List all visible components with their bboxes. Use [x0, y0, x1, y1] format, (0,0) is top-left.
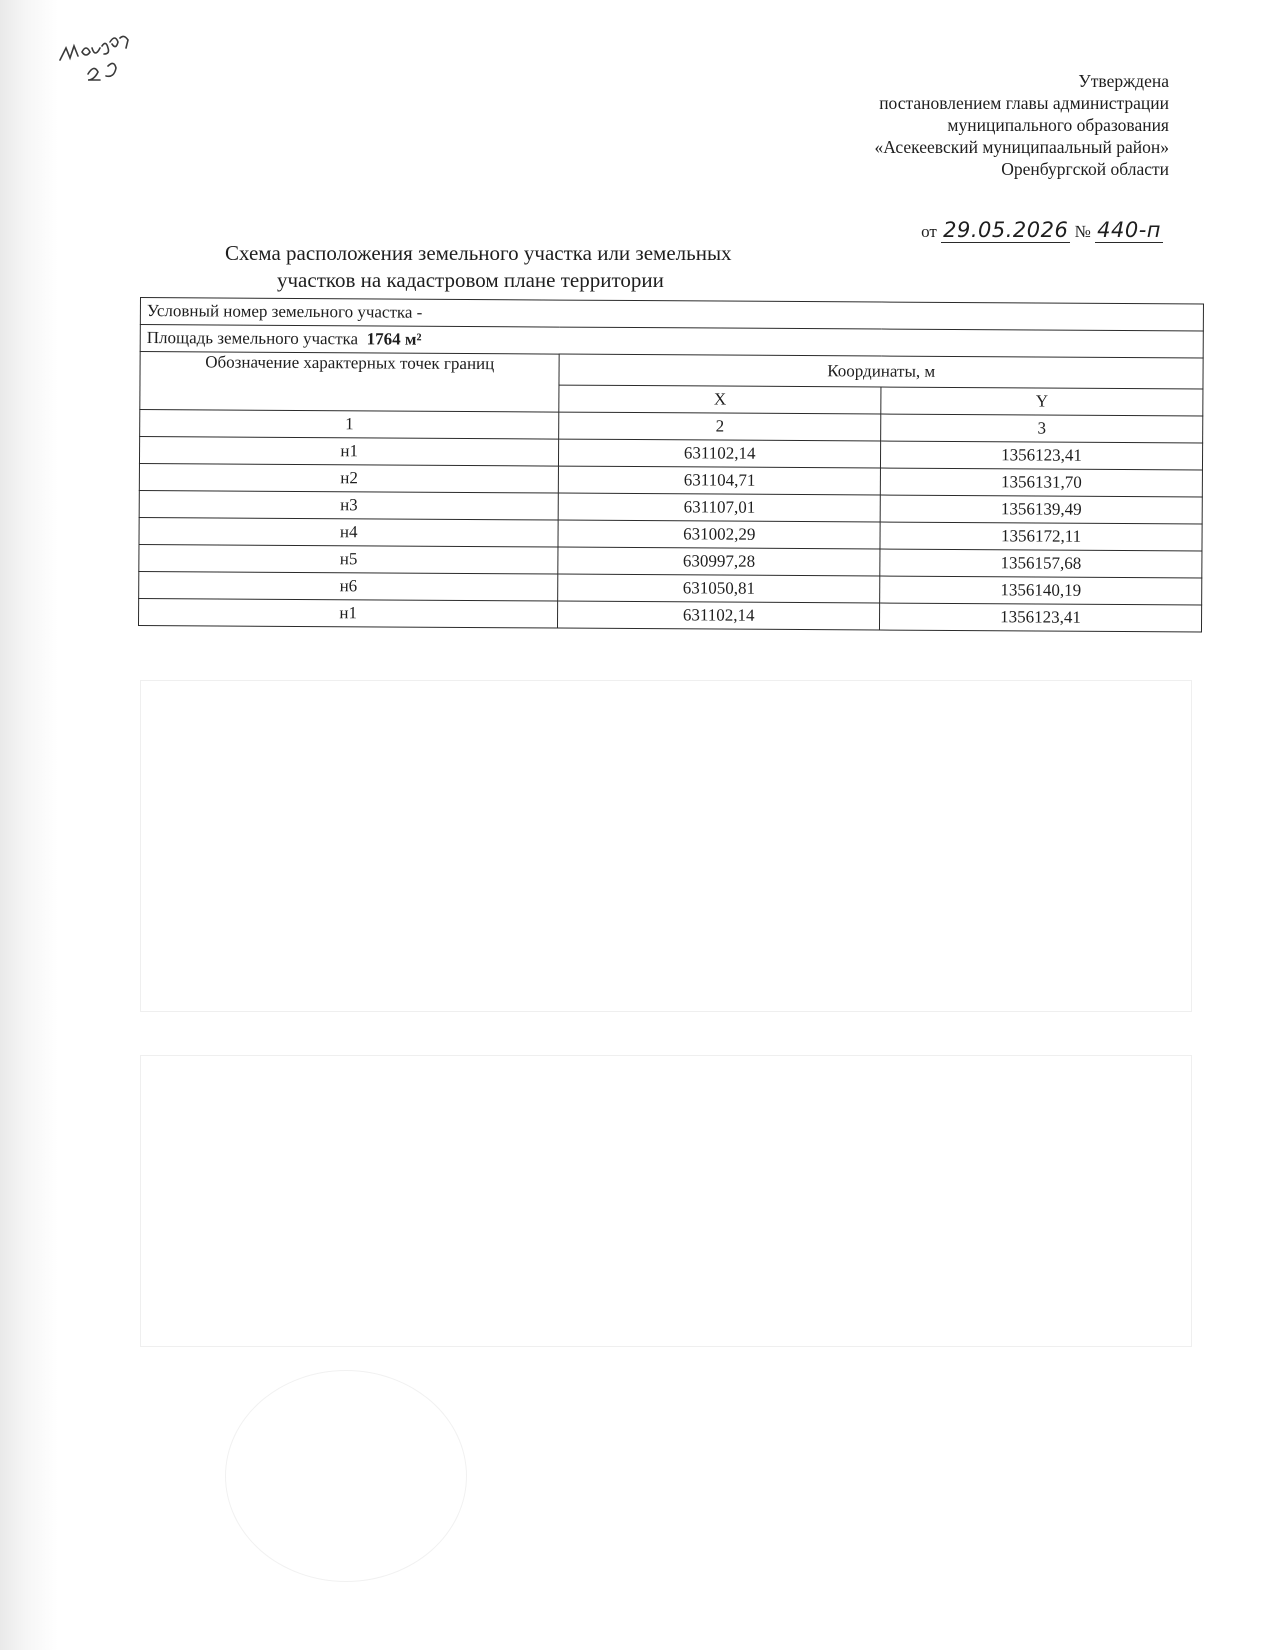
scan-edge-shadow — [0, 0, 58, 1650]
y-value: 1356123,41 — [880, 603, 1202, 632]
conditional-number-cell: Условный номер земельного участка - — [140, 298, 1203, 331]
title-line-2: участков на кадастровом плане территории — [277, 268, 664, 292]
handwritten-note-drawing — [52, 18, 162, 88]
point-name: н6 — [139, 571, 559, 601]
title-line-1: Схема расположения земельного участка или земельных — [225, 241, 732, 265]
point-name: н3 — [139, 490, 559, 520]
document-title — [225, 240, 845, 294]
bleed-through-table — [140, 680, 1192, 1012]
x-value: 631002,29 — [558, 520, 880, 549]
x-value: 631102,14 — [559, 439, 881, 468]
column-number: 1 — [140, 410, 560, 440]
approval-line: «Асекеевский муниципаальный район» — [874, 137, 1169, 157]
handwritten-corner-note — [52, 18, 162, 88]
approval-line: Утверждена — [1078, 71, 1169, 91]
approval-line: Оренбургской области — [1001, 159, 1169, 179]
area-value: 1764 м² — [366, 329, 422, 349]
y-value: 1356139,49 — [880, 495, 1202, 524]
y-value: 1356131,70 — [880, 468, 1202, 497]
y-value: 1356157,68 — [880, 549, 1202, 578]
date-prefix: от — [921, 222, 937, 241]
bleed-through-text — [140, 1055, 1192, 1347]
header-row — [140, 352, 1203, 389]
handwritten-date: 29.05.2026 — [943, 218, 1069, 242]
y-value: 1356140,19 — [880, 576, 1202, 605]
handwritten-number: 440-п — [1097, 218, 1161, 242]
y-value: 1356123,41 — [881, 441, 1203, 470]
approval-line: постановлением главы администрации — [879, 93, 1169, 113]
number-prefix: № — [1074, 222, 1091, 241]
point-name: н1 — [139, 437, 559, 467]
x-value: 631050,81 — [558, 574, 880, 603]
x-value: 631107,01 — [559, 493, 881, 522]
point-name: н1 — [138, 598, 558, 628]
approval-block — [874, 70, 1169, 180]
point-name: н5 — [139, 544, 559, 574]
point-name: н4 — [139, 517, 559, 547]
x-value: 631102,14 — [558, 601, 880, 630]
table-row — [138, 598, 1201, 631]
x-header: X — [559, 385, 881, 414]
column-number: 3 — [881, 414, 1203, 443]
point-name: н2 — [139, 463, 559, 493]
y-value: 1356172,11 — [880, 522, 1202, 551]
x-value: 631104,71 — [559, 466, 881, 495]
bleed-through-seal — [225, 1370, 467, 1582]
column-number: 2 — [559, 412, 881, 441]
coordinates-table — [138, 297, 1204, 632]
coords-header: Координаты, м — [559, 354, 1203, 389]
approval-line: муниципального образования — [947, 115, 1169, 135]
x-value: 630997,28 — [558, 547, 880, 576]
points-header: Обозначение характерных точек границ — [140, 352, 560, 413]
area-label: Площадь земельного участка — [146, 328, 359, 349]
approval-date-line — [921, 218, 1163, 242]
y-header: Y — [881, 387, 1203, 416]
